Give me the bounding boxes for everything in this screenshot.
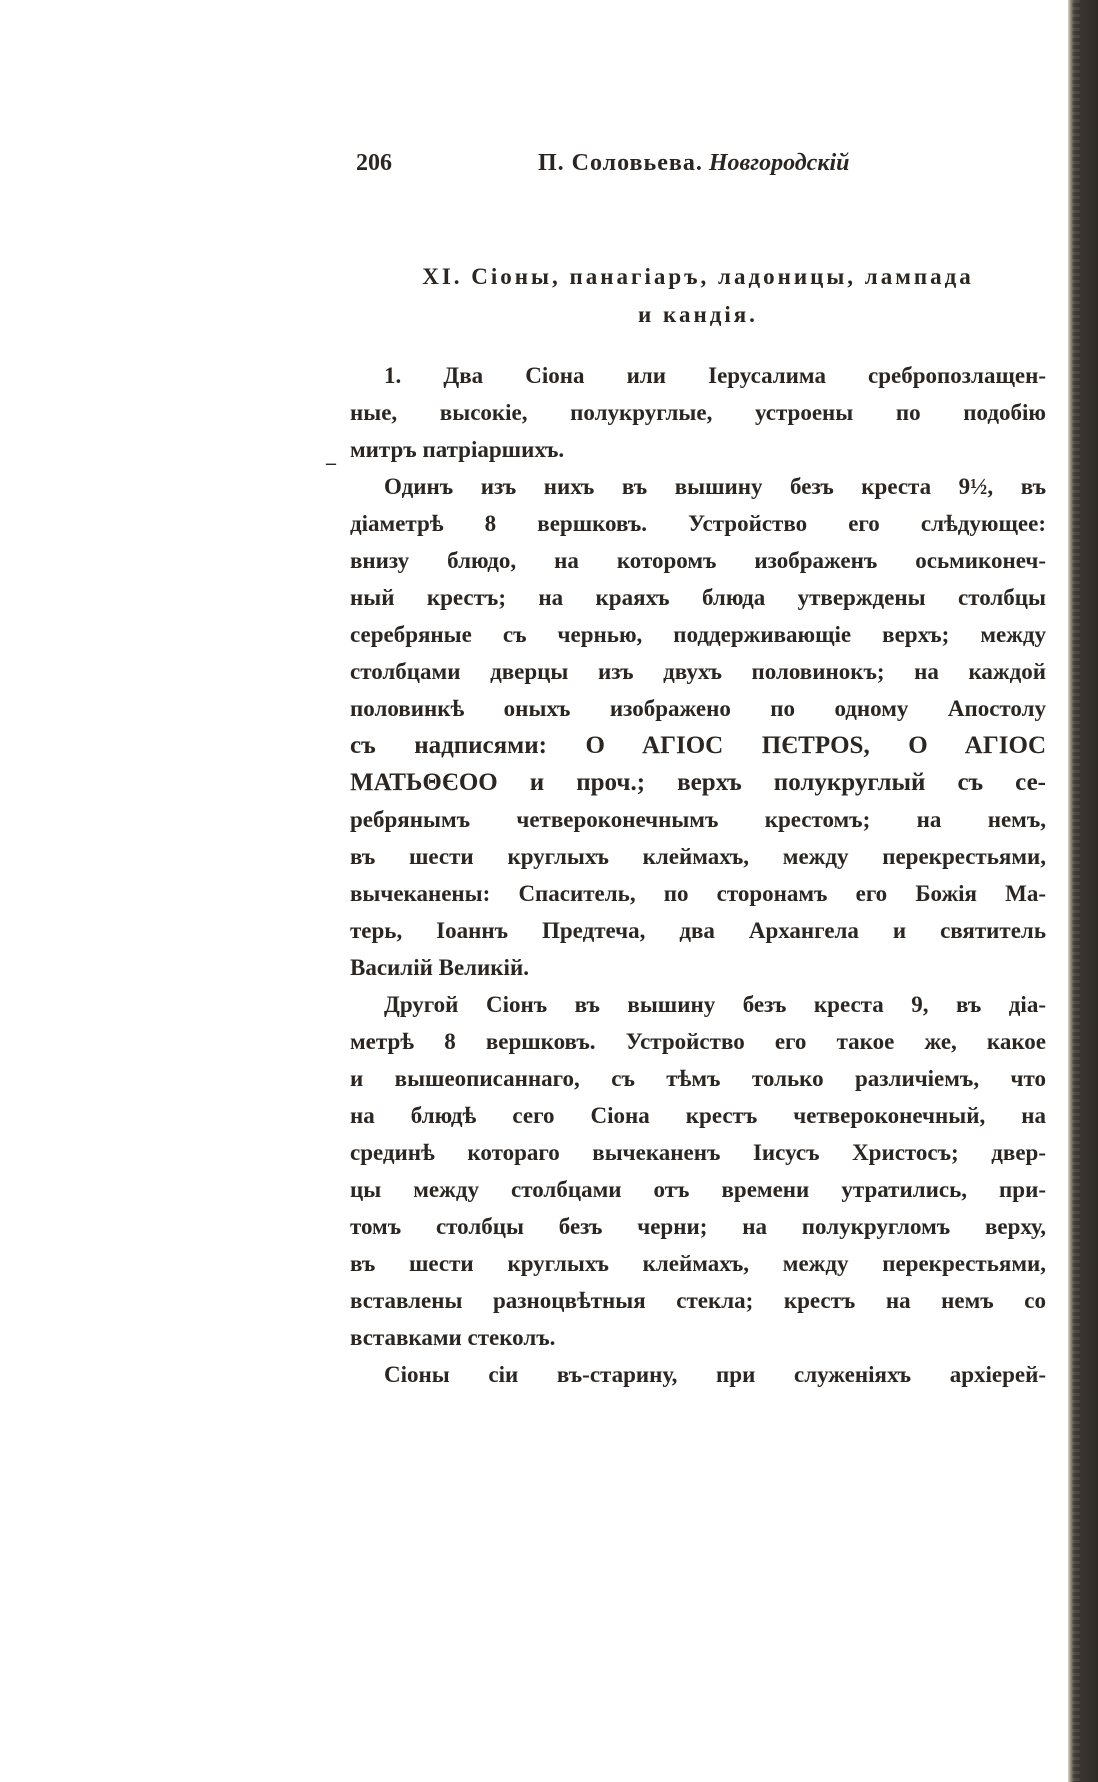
section-heading-line1: XI. Сіоны, панагіаръ, ладоницы, лампада — [422, 264, 974, 289]
text-line: вычеканены: Спаситель, по сторонамъ его Божія Ма- — [350, 881, 1046, 906]
text-line: Сіоны сіи въ-старину, при служеніяхъ архіерей- — [384, 1362, 1046, 1387]
text-line: митръ патріаршихъ. — [350, 437, 565, 462]
text-line: на блюдѣ сего Сіона крестъ четвероконечный, на — [350, 1103, 1046, 1128]
text-line: ребрянымъ четвероконечнымъ крестомъ; на немъ, — [350, 807, 1046, 832]
text-line: метрѣ 8 вершковъ. Устройство его такое же, какое — [350, 1029, 1046, 1054]
text-line: въ шести круглыхъ клеймахъ, между перекрестьями, — [350, 1251, 1046, 1276]
text-line: вставлены разноцвѣтныя стекла; крестъ на немъ со — [350, 1288, 1046, 1313]
running-head-author: П. Соловьева. — [538, 150, 703, 176]
text-line: вставками стеколъ. — [350, 1325, 556, 1350]
page-number: 206 — [356, 150, 392, 176]
text-line: ные, высокіе, полукруглые, устроены по подобію — [350, 400, 1046, 425]
text-line: томъ столбцы безъ черни; на полукругломъ верху, — [350, 1214, 1046, 1239]
text-line-greek-inscription: съ надписями: Ο ΑΓΙΟC ΠЄΤΡΟS, Ο ΑΓΙΟC — [350, 732, 1046, 759]
text-line: терь, Іоаннъ Предтеча, два Архангела и святитель — [350, 918, 1046, 943]
text-line: столбцами дверцы изъ двухъ половинокъ; на каждой — [350, 659, 1046, 684]
text-line: внизу блюдо, на которомъ изображенъ осьмиконеч- — [350, 548, 1046, 573]
text-line: въ шести круглыхъ клеймахъ, между перекрестьями, — [350, 844, 1046, 869]
text-line: Василій Великій. — [350, 955, 529, 980]
text-line: половинкѣ оныхъ изображено по одному Апостолу — [350, 696, 1046, 721]
running-head-title: Новгородскій — [708, 150, 850, 176]
text-line: Одинъ изъ нихъ въ вышину безъ креста 9½, въ — [384, 474, 1046, 499]
section-heading — [350, 258, 1046, 334]
text-line: Другой Сіонъ въ вышину безъ креста 9, въ діа- — [384, 992, 1046, 1017]
text-line: серебряные съ чернью, поддерживающіе верхъ; между — [350, 622, 1046, 647]
page-edge-texture — [1072, 0, 1080, 1782]
text-line: и вышеописаннаго, съ тѣмъ только различіемъ, что — [350, 1066, 1046, 1091]
text-line-greek-inscription: ΜΑΤЬΘЄΟΟ и проч.; верхъ полукруглый съ се- — [350, 769, 1046, 796]
text-line: діаметрѣ 8 вершковъ. Устройство его слѣдующее: — [350, 511, 1046, 536]
text-line: 1. Два Сіона или Іерусалима сребропозлащен- — [384, 363, 1046, 388]
section-heading-line2: и кандія. — [638, 302, 758, 327]
body-text — [350, 357, 1046, 1393]
running-head — [356, 150, 1046, 177]
text-line: цы между столбцами отъ времени утратились, при- — [350, 1177, 1046, 1202]
margin-mark: – — [326, 452, 336, 474]
text-line: ный крестъ; на краяхъ блюда утверждены столбцы — [350, 585, 1046, 610]
text-line: срединѣ котораго вычеканенъ Іисусъ Христосъ; двер- — [350, 1140, 1046, 1165]
